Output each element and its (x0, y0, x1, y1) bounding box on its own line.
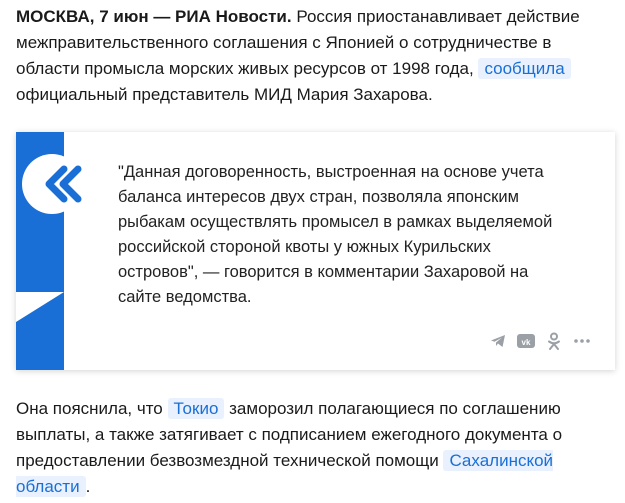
paragraph-text: официальный представитель МИД Мария Захарова. (16, 85, 433, 104)
paragraph-text: Она пояснила, что (16, 399, 168, 418)
more-icon[interactable] (573, 332, 591, 350)
quote-block (16, 132, 615, 370)
quote-marks-icon (16, 132, 82, 370)
link-tokio[interactable]: Токио (168, 398, 225, 419)
vk-icon[interactable] (517, 332, 535, 350)
paragraph-text: заморозил полагающиеся по соглашению выплаты, а также затягивает с подписанием ежегодного документа о предоставлении безвозмездной технической помощи (16, 399, 563, 470)
quote-text: "Данная договоренность, выстроенная на основе учета баланса интересов двух стран, позволяла японским рыбакам осуществлять промысел в рамках выделяемой российской стороной квоты у южных Курильских островов", — говорится в комментарии Захаровой на сайте ведомства. (118, 163, 553, 306)
telegram-icon[interactable] (489, 332, 507, 350)
svg-text:vk: vk (521, 338, 531, 347)
paragraph-text: . (85, 477, 91, 496)
article-paragraph-2 (16, 396, 616, 500)
odnoklassniki-icon[interactable] (545, 332, 563, 350)
link-soobshchila[interactable]: сообщила (478, 58, 570, 79)
dateline: МОСКВА, 7 июн — РИА Новости. (16, 7, 292, 26)
article-paragraph-1 (16, 4, 616, 108)
share-buttons (489, 332, 591, 350)
paragraph-text: Россия приостанавливает действие межправительственного соглашения с Японией о сотрудничестве в области промысла морских живых ресурсов от 1998 года, (16, 7, 580, 78)
link-sakhalin-region[interactable]: Сахалинской области (16, 451, 554, 496)
